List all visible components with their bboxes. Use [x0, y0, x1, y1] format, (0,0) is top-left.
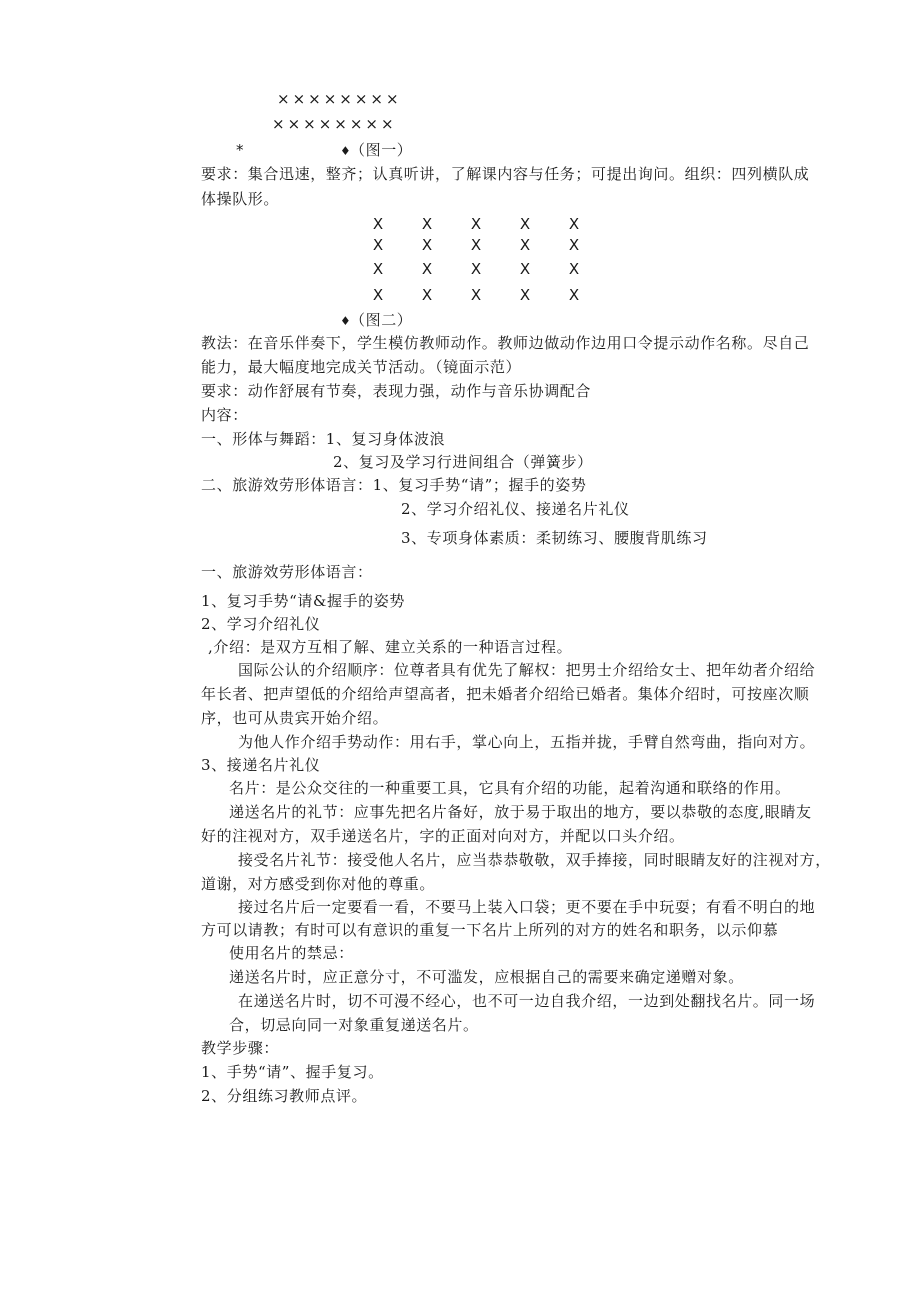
student-mark: X	[372, 260, 384, 278]
figure-caption-2: （图二）	[350, 311, 413, 329]
student-mark: X	[421, 236, 433, 254]
figure-caption-1: （图一）	[350, 141, 413, 159]
paragraph-line: 好的注视对方，双手递送名片，字的正面对向对方，并配以口头介绍。	[201, 827, 685, 845]
content-item: 3、专项身体素质：柔韧练习、腰腹背肌练习	[401, 529, 708, 547]
paragraph-line: 为他人作介绍手势动作：用右手，掌心向上，五指并拢，手臂自然弯曲，指向对方。	[238, 733, 816, 751]
student-mark: X	[519, 215, 531, 233]
content-item: 二、旅游效劳形体语言：1、复习手势“请”；握手的姿势	[201, 476, 587, 494]
student-mark: X	[568, 260, 580, 278]
student-mark: X	[470, 286, 482, 304]
student-mark: X	[372, 286, 384, 304]
step-item: 1、手势“请”、握手复习。	[201, 1063, 384, 1081]
paragraph-line: 递送名片的礼节：应事先把名片备好，放于易于取出的地方，要以恭敬的态度,眼睛友	[229, 803, 812, 821]
formation-row-2: ××××××××	[272, 115, 397, 133]
formation-row-1: ××××××××	[277, 90, 402, 108]
section-heading: 一、旅游效劳形体语言：	[201, 563, 373, 581]
student-mark: X	[372, 236, 384, 254]
student-mark: X	[470, 260, 482, 278]
paragraph-line: 国际公认的介绍顺序：位尊者具有优先了解权：把男士介绍给女士、把年幼者介绍给	[238, 661, 816, 679]
formation-grid-row	[371, 260, 581, 278]
formation-grid-row	[371, 215, 581, 233]
step-item: 2、分组练习教师点评。	[201, 1087, 368, 1105]
paragraph-line: 名片：是公众交往的一种重要工具，它具有介绍的功能，起着沟通和联络的作用。	[229, 779, 791, 797]
paragraph-line: 序，也可从贵宾开始介绍。	[201, 709, 389, 727]
paragraph-line: 合，切忌向同一对象重复递送名片。	[229, 1016, 479, 1034]
formation-grid-row	[371, 236, 581, 254]
paragraph-line: 使用名片的禁忌：	[229, 944, 354, 962]
paragraph-line: 递送名片时，应正意分寸，不可滥发，应根据自己的需要来确定递赠对象。	[229, 968, 744, 986]
subsection-title: 2、学习介绍礼仪	[201, 615, 321, 633]
paragraph-line: 年长者、把声望低的介绍给声望高者，把未婚者介绍给已婚者。集体介绍时，可按座次顺	[201, 685, 810, 703]
student-mark: X	[372, 215, 384, 233]
student-mark: X	[519, 236, 531, 254]
student-mark: X	[568, 286, 580, 304]
student-star-marker: *	[236, 141, 245, 159]
student-mark: X	[421, 260, 433, 278]
paragraph-line: 接受名片礼节：接受他人名片，应当恭恭敬敬，双手捧接，同时眼睛友好的注视对方，	[238, 851, 831, 869]
requirement-line: 要求：动作舒展有节奏，表现力强，动作与音乐协调配合	[201, 382, 592, 400]
teacher-diamond-icon: ♦	[340, 314, 352, 328]
steps-label: 教学步骤：	[201, 1039, 280, 1057]
student-mark: X	[519, 260, 531, 278]
subsection-title: 1、复习手势“请&握手的姿势	[201, 592, 405, 610]
paragraph-line: 方可以请教；有时可以有意识的重复一下名片上所列的对方的姓名和职务，以示仰慕	[201, 921, 779, 939]
paragraph-line: 道谢，对方感受到你对他的尊重。	[201, 875, 436, 893]
student-mark: X	[519, 286, 531, 304]
requirement-line: 体操队形。	[201, 190, 280, 208]
paragraph-line: 接过名片后一定要看一看，不要马上装入口袋；更不要在手中玩耍；有看不明白的地	[238, 898, 816, 916]
paragraph-line: 在递送名片时，切不可漫不经心，也不可一边自我介绍，一边到处翻找名片。同一场	[238, 992, 816, 1010]
student-mark: X	[470, 215, 482, 233]
content-item: 一、形体与舞蹈：1、复习身体波浪	[201, 430, 446, 448]
content-item: 2、复习及学习行进间组合（弹簧步）	[333, 453, 593, 471]
student-mark: X	[421, 215, 433, 233]
paragraph-line: ,介绍：是双方互相了解、建立关系的一种语言过程。	[208, 638, 573, 656]
content-label: 内容：	[201, 406, 248, 424]
student-mark: X	[470, 236, 482, 254]
subsection-title: 3、接递名片礼仪	[201, 756, 321, 774]
student-mark: X	[568, 215, 580, 233]
content-item: 2、学习介绍礼仪、接递名片礼仪	[401, 500, 630, 518]
method-line: 教法：在音乐伴奏下，学生模仿教师动作。教师边做动作边用口令提示动作名称。尽自己	[201, 334, 810, 352]
requirement-line: 要求：集合迅速，整齐；认真听讲，了解课内容与任务；可提出询问。组织：四列横队成	[201, 165, 810, 183]
formation-grid-row	[371, 286, 581, 304]
method-line: 能力，最大幅度地完成关节活动。（镜面示范）	[201, 358, 522, 376]
teacher-diamond-icon: ♦	[340, 144, 352, 158]
student-mark: X	[568, 236, 580, 254]
student-mark: X	[421, 286, 433, 304]
